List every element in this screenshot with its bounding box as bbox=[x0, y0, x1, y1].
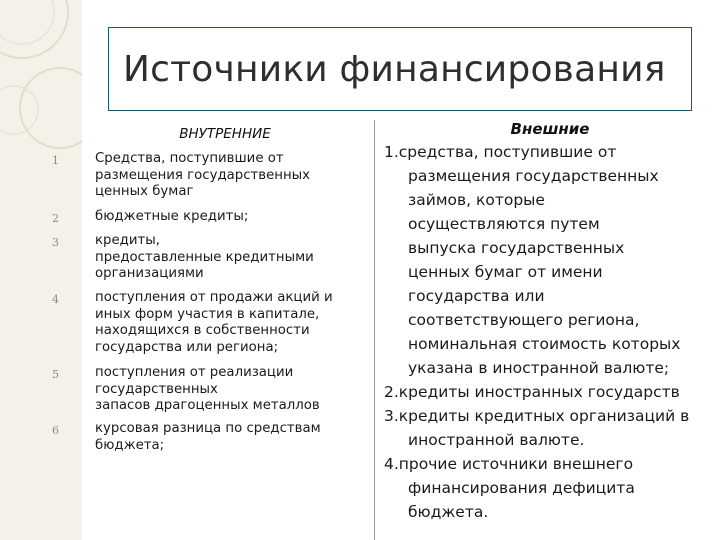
item-line: поступления от продажи акций и bbox=[95, 290, 333, 305]
item-line: находящихся в собственности bbox=[95, 323, 310, 338]
external-line: государства или bbox=[408, 287, 545, 305]
item-line: размещения государственных bbox=[95, 167, 311, 183]
internal-item-1 bbox=[95, 151, 360, 201]
item-line: Средства, поступившие от bbox=[95, 151, 284, 166]
item-number: 6 bbox=[52, 424, 59, 437]
external-line: указана в иностранной валюте; bbox=[408, 359, 670, 377]
external-line: 4.прочие источники внешнего bbox=[384, 455, 634, 473]
item-line: курсовая разница по средствам bbox=[95, 421, 321, 436]
external-line: 2.кредиты иностранных государств bbox=[384, 383, 680, 401]
item-line: запасов драгоценных металлов bbox=[95, 398, 320, 413]
external-line: размещения государственных bbox=[408, 167, 659, 185]
internal-item-5 bbox=[95, 365, 360, 415]
page-title: Источники финансирования bbox=[123, 48, 666, 90]
item-line: поступления от реализации bbox=[95, 365, 294, 380]
item-line: государства или региона; bbox=[95, 339, 279, 355]
external-line: иностранной валюте. bbox=[408, 431, 585, 449]
internal-item-6 bbox=[95, 421, 360, 454]
item-line: предоставленные кредитными bbox=[95, 249, 314, 265]
external-line: осуществляются путем bbox=[408, 215, 600, 233]
item-number: 2 bbox=[52, 212, 59, 225]
decorative-sidebar bbox=[0, 0, 82, 540]
title-box bbox=[108, 27, 692, 111]
item-line: государственных bbox=[95, 381, 218, 397]
internal-item-2 bbox=[95, 209, 360, 226]
item-line: бюджетные кредиты; bbox=[95, 209, 249, 224]
column-divider bbox=[374, 120, 375, 540]
external-line: займов, которые bbox=[408, 191, 545, 209]
item-line: иных форм участия в капитале, bbox=[95, 306, 320, 322]
internal-item-4 bbox=[95, 290, 360, 356]
item-line: кредиты, bbox=[95, 233, 160, 248]
item-number: 1 bbox=[52, 154, 59, 167]
external-line: ценных бумаг от имени bbox=[408, 263, 603, 281]
external-line: соответствующего региона, bbox=[408, 311, 640, 329]
external-line: финансирования дефицита bbox=[408, 479, 635, 497]
external-heading: Внешние bbox=[510, 120, 590, 138]
external-line: выпуска государственных bbox=[408, 239, 625, 257]
external-line: 3.кредиты кредитных организаций в bbox=[384, 407, 690, 425]
item-number: 4 bbox=[52, 293, 59, 306]
decorative-circles bbox=[0, 0, 82, 540]
internal-item-3 bbox=[95, 233, 360, 283]
item-line: ценных бумаг bbox=[95, 184, 194, 199]
item-line: бюджета; bbox=[95, 437, 165, 453]
item-number: 3 bbox=[52, 236, 59, 249]
item-line: организациями bbox=[95, 266, 204, 281]
external-line: номинальная стоимость которых bbox=[408, 335, 681, 353]
item-number: 5 bbox=[52, 368, 59, 381]
external-line: бюджета. bbox=[408, 503, 489, 521]
external-line: 1.средства, поступившие от bbox=[384, 143, 617, 161]
internal-heading: ВНУТРЕННИЕ bbox=[179, 126, 271, 142]
